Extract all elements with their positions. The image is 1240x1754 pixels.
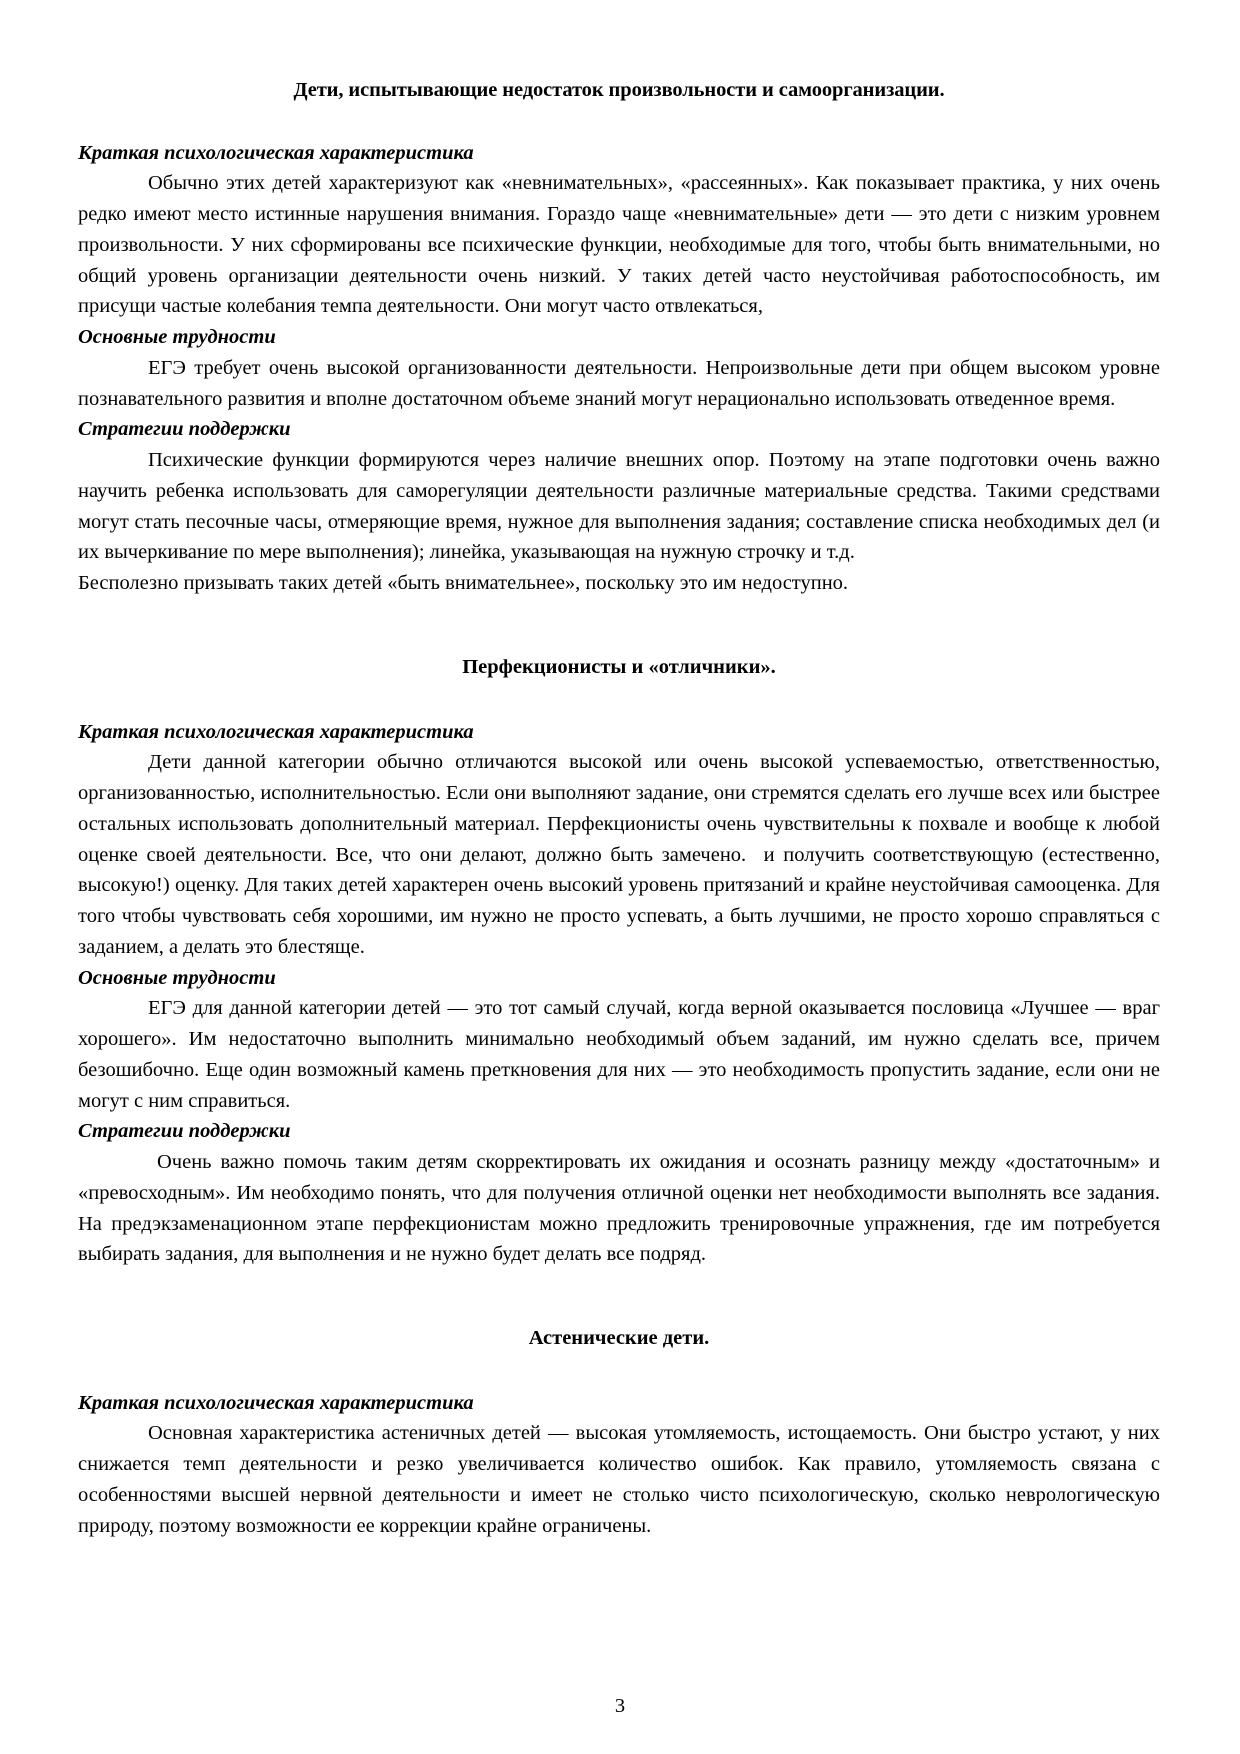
- spacer: [78, 599, 1160, 655]
- subheading-support-strategies-1: Стратегии поддержки: [78, 418, 291, 441]
- spacer: [78, 681, 1160, 717]
- subheading-brief-characteristic-2: Краткая психологическая характеристика: [78, 720, 474, 743]
- paragraph-support-strategies-1: Психические функции формируются через наличие внешних опор. Поэтому на этапе подготовки очень важно научить ребенка использовать для саморегуляции деятельности различные материальные средства. Такими средствами могут стать песочные часы, отмеряющие время, нужное для выполнения задания; составление списка необходимых дел (и их вычеркивание по мере выполнения); линейка, указывающая на нужную строчку и т.д.: [78, 449, 1166, 564]
- subheading-support-strategies-2: Стратегии поддержки: [78, 1120, 291, 1143]
- spacer: [78, 1270, 1160, 1326]
- section-title-asthenic-children: Астенические дети.: [528, 1327, 710, 1349]
- paragraph-support-strategies-1-closing: Бесполезно призывать таких детей «быть внимательнее», поскольку это им недоступно.: [78, 572, 849, 595]
- page-number: 3: [614, 1694, 626, 1717]
- subheading-main-difficulties-2: Основные трудности: [78, 966, 276, 989]
- page-title: Дети, испытывающие недостаток произвольности и самоорганизации.: [293, 79, 945, 101]
- section-title-perfectionists: Перфекционисты и «отличники».: [462, 655, 776, 678]
- subheading-brief-characteristic-1: Краткая психологическая характеристика: [78, 141, 474, 164]
- paragraph-support-strategies-2: Очень важно помочь таким детям скорректировать их ожидания и осознать разницу между «достаточным» и «превосходным». Им необходимо понять, что для получения отличной оценки нет необходимости выполнять все задания. На предэкзаменационном этапе перфекционистам можно предложить тренировочные упражнения, где им потребуется выбирать задания, для выполнения и не нужно будет делать все подряд.: [78, 1151, 1166, 1266]
- paragraph-brief-characteristic-1: Обычно этих детей характеризуют как «невнимательных», «рассеянных». Как показывает практика, у них очень редко имеют место истинные нарушения внимания. Гораздо чаще «невнимательные» дети — это дети с низким уровнем произвольности. У них сформированы все психические функции, необходимые для того, чтобы быть внимательными, но общий уровень организации деятельности очень низкий. У таких детей часто неустойчивая работоспособность, им присущи частые колебания темпа деятельности. Они могут часто отвлекаться,: [78, 172, 1166, 318]
- subheading-brief-characteristic-3: Краткая психологическая характеристика: [78, 1391, 474, 1414]
- spacer: [78, 1352, 1160, 1388]
- paragraph-brief-characteristic-2: Дети данной категории обычно отличаются высокой или очень высокой успеваемостью, ответственностью, организованностью, исполнительностью. Если они выполняют задание, они стремятся сделать его лучше всех или быстрее остальных использовать дополнительный материал. Перфекционисты очень чувствительны к похвале и вообще к любой оценке своей деятельности. Все, что они делают, должно быть замечено. и получить соответствующую (естественно, высокую!) оценку. Для таких детей характерен очень высокий уровень притязаний и крайне неустойчивая самооценка. Для того чтобы чувствовать себя хорошими, им нужно не просто успевать, а быть лучшими, не просто хорошо справляться с заданием, а делать это блестяще.: [78, 751, 1166, 958]
- subheading-main-difficulties-1: Основные трудности: [78, 326, 276, 349]
- paragraph-brief-characteristic-3: Основная характеристика астеничных детей — высокая утомляемость, истощаемость. Они быстро устают, у них снижается темп деятельности и резко увеличивается количество ошибок. Как правило, утомляемость связана с особенностями высшей нервной деятельности и имеет не столько чисто психологическую, сколько неврологическую природу, поэтому возможности ее коррекции крайне ограничены.: [78, 1422, 1166, 1537]
- paragraph-main-difficulties-2: ЕГЭ для данной категории детей — это тот самый случай, когда верной оказывается пословица «Лучшее — враг хорошего». Им недостаточно выполнить минимально необходимый объем заданий, им нужно сделать все, причем безошибочно. Еще один возможный камень преткновения для них — это необходимость пропустить задание, если они не могут с ним справиться.: [78, 997, 1166, 1112]
- paragraph-main-difficulties-1: ЕГЭ требует очень высокой организованности деятельности. Непроизвольные дети при общем высоком уровне познавательного развития и вполне достаточном объеме знаний могут нерационально использовать отведенное время.: [78, 356, 1166, 410]
- spacer: [78, 104, 1160, 138]
